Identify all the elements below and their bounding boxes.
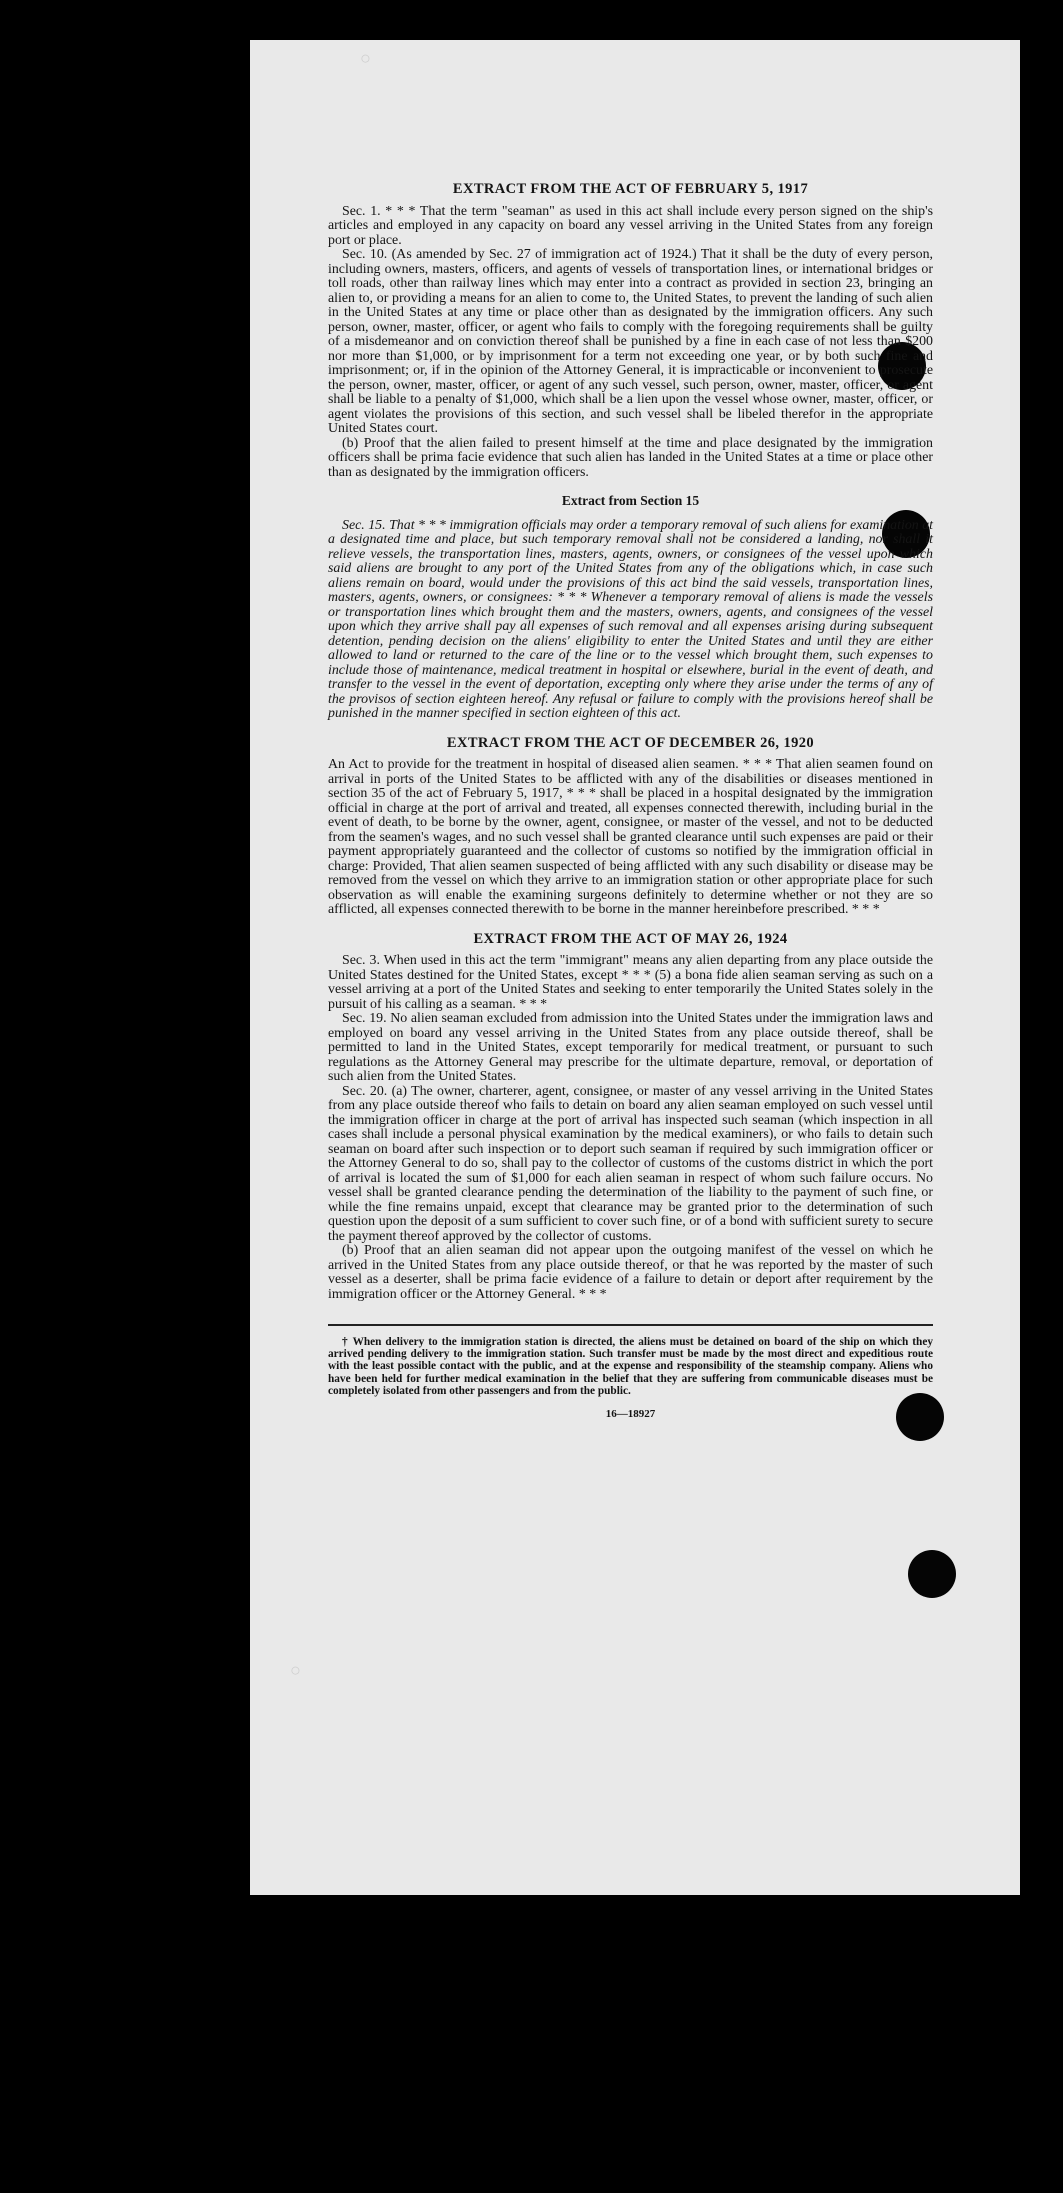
footnote: † When delivery to the immigration station is directed, the aliens must be detained on board of the ship on which they arrived pending delivery to the immigration station. Such transfer must be made by the most direct and expeditious route with the least possible contact with the public, and at the expense and responsibility of the steamship company. Aliens who have been held for further medical examination in the belief that they are suffering from communicable diseases must be completely isolated from other passengers and from the public. [328,1336,933,1397]
section-20a-paragraph: Sec. 20. (a) The owner, charterer, agent, consignee, or master of any vessel arriving in the United States from any place outside thereof who fails to detain on board any alien seaman employed on such vessel until the immigration officer in charge at the port of arrival has inspected such seaman (which inspection in all cases shall include a personal physical examination by the medical examiners), or who fails to detain such seaman on board after such inspection or to deport such seaman if required by such immigration officer or the Attorney General to do so, shall pay to the collector of customs of the customs district in which the port of arrival is located the sum of $1,000 for each alien seaman in respect of whom such failure occurs. No vessel shall be granted clearance pending the determination of the liability to the payment of such fine, or while the fine remains unpaid, except that clearance may be granted prior to the determination of such question upon the deposit of a sum sufficient to cover such fine, or of a bond with sufficient surety to secure the payment thereof approved by the collector of customs. [328,1083,933,1244]
form-code: 16—18927 [605,1408,656,1421]
section-15-paragraph: Sec. 15. That * * * immigration officials may order a temporary removal of such aliens for examination at a designated time and place, but such temporary removal shall not be considered a landing, nor shall it relieve vessels, the transportation lines, masters, agents, owners, or consignees of the vessel upon which said aliens are brought to any port of the United States from any of the obligations which, in case such aliens remain on board, would under the provisions of this act bind the said vessels, transportation lines, masters, agents, owners, or consignees: * * * Whenever a temporary removal of aliens is made the vessels or transportation lines which brought them and the masters, owners, agents, and consignees of the vessel upon which they arrive shall pay all expenses of such removal and all expenses arising during subsequent detention, pending decision on the aliens' eligibility to enter the United States and until they are either allowed to land or returned to the care of the line or to the vessel which brought them, such expenses to include those of maintenance, medical treatment in hospital or elsewhere, burial in the event of death, and transfer to the vessel in the event of deportation, excepting only where they arise under the terms of any of the provisos of section eighteen hereof. Any refusal or failure to comply with the provisions hereof shall be punished in the manner specified in section eighteen of this act. [328,517,933,721]
heading-act-1920: EXTRACT FROM THE ACT OF DECEMBER 26, 1920 [446,734,815,751]
heading-act-1917: EXTRACT FROM THE ACT OF FEBRUARY 5, 1917 [452,181,809,197]
punch-hole [908,1550,956,1598]
bleed-through-mark: ○ [360,48,371,68]
section-19-paragraph: Sec. 19. No alien seaman excluded from admission into the United States under the immigration laws and employed on board any vessel arriving in the United States from any place outside thereof, shall be permitted to land in the United States, except temporarily for medical treatment, or pursuant to such regulations as the Attorney General may prescribe for the ultimate departure, removal, or deportation of such alien from the United States. [328,1011,933,1084]
heading-act-1924: EXTRACT FROM THE ACT OF MAY 26, 1924 [473,930,788,947]
section-1-paragraph: Sec. 1. * * * That the term "seaman" as used in this act shall include every person signed on the ship's articles and employed in any capacity on board any vessel arriving in the United States from any foreign port or place. [328,203,933,248]
bleed-through-mark: ○ [290,1660,301,1680]
document-page [250,40,1020,1895]
section-3-paragraph: Sec. 3. When used in this act the term "immigrant" means any alien departing from any place outside the United States destined for the United States, except * * * (5) a bona fide alien seaman serving as such on a vessel arriving at a port of the United States and seeking to enter temporarily the United States solely in the pursuit of his calling as a seaman. * * * [328,953,933,1012]
section-20b-paragraph: (b) Proof that an alien seaman did not appear upon the outgoing manifest of the vessel on which he arrived in the United States from any place outside thereof, or that he was reported by the master of such vessel as a deserter, shall be prima facie evidence of a failure to detain or deport after requirement by the immigration officer or the Attorney General. * * * [328,1243,933,1302]
heading-section-15: Extract from Section 15 [561,493,700,508]
section-10b-paragraph: (b) Proof that the alien failed to present himself at the time and place designated by the immigration officers shall be prima facie evidence that such alien has landed in the United States at a time or place other than as designated by the immigration officers. [328,435,933,480]
section-10-paragraph: Sec. 10. (As amended by Sec. 27 of immigration act of 1924.) That it shall be the duty of every person, including owners, masters, officers, and agents of vessels of transportation lines, or international bridges or toll roads, other than railway lines which may enter into a contract as provided in section 23, bringing an alien to, or providing a means for an alien to come to, the United States, to prevent the landing of such alien in the United States at any time or place other than as designated by the immigration officers. Any such person, owner, master, officer, or agent who fails to comply with the foregoing requirements shall be guilty of a misdemeanor and on conviction thereof shall be punished by a fine in each case of not less than $200 nor more than $1,000, or by imprisonment for a term not exceeding one year, or by both such fine and imprisonment; or, if in the opinion of the Attorney General, it is impracticable or inconvenient to prosecute the person, owner, master, officer, or agent of any such vessel, such person, owner, master, officer, or agent shall be liable to a penalty of $1,000, which shall be a lien upon the vessel whose owner, master, officer, or agent violates the provisions of this section, and such vessel shall be libeled therefor in the appropriate United States court. [328,247,933,436]
document-body [328,182,933,1422]
footnote-divider [328,1324,933,1326]
act-1920-paragraph: An Act to provide for the treatment in hospital of diseased alien seamen. * * * That alien seamen found on arrival in ports of the United States to be afflicted with any of the disabilities or diseases mentioned in section 35 of the act of February 5, 1917, * * * shall be placed in a hospital designated by the immigration official in charge at the port of arrival and treated, all expenses connected therewith, including burial in the event of death, to be borne by the owner, agent, consignee, or master of the vessel, and not to be deducted from the seamen's wages, and no such vessel shall be granted clearance until such expenses are paid or their payment appropriately guaranteed and the collector of customs so notified by the immigration official in charge: Provided, That alien seamen suspected of being afflicted with any such disability or disease may be removed from the vessel on which they arrive to an immigration station or other appropriate place for such observation as will enable the examining surgeons definitely to determine whether or not they are so afflicted, all expenses connected therewith to be borne in the manner hereinbefore prescribed. * * * [328,757,933,917]
